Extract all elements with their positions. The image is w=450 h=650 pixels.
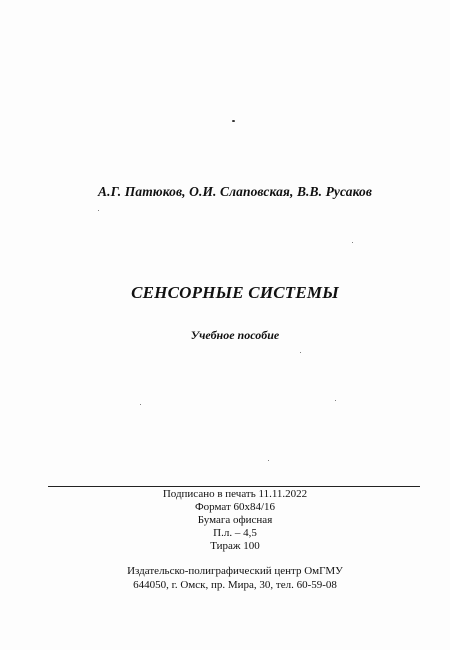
scan-speck bbox=[98, 210, 99, 211]
authors: А.Г. Патюков, О.И. Слаповская, В.В. Русаков bbox=[97, 184, 373, 199]
colophon bbox=[40, 488, 430, 553]
colophon-format: Формат 60х84/16 bbox=[194, 501, 276, 513]
colophon-sheets: П.л. – 4,5 bbox=[213, 527, 257, 539]
publisher-name: Издательско-полиграфический центр ОмГМУ bbox=[127, 565, 343, 577]
colophon-print-run: Тираж 100 bbox=[210, 540, 260, 552]
colophon-signed: Подписано в печать 11.11.2022 bbox=[162, 488, 308, 500]
publisher-block bbox=[40, 564, 430, 592]
scan-speck bbox=[300, 352, 301, 353]
scan-speck bbox=[335, 400, 336, 401]
divider-rule bbox=[48, 486, 420, 487]
colophon-paper: Бумага офисная bbox=[197, 514, 273, 526]
scan-speck bbox=[140, 404, 141, 405]
scan-speck bbox=[268, 460, 269, 461]
book-title: СЕНСОРНЫЕ СИСТЕМЫ bbox=[131, 283, 339, 302]
book-subtitle: Учебное пособие bbox=[190, 328, 280, 342]
publisher-address: 644050, г. Омск, пр. Мира, 30, тел. 60-59-08 bbox=[133, 579, 337, 591]
scan-speck bbox=[352, 242, 353, 243]
scan-speck bbox=[232, 120, 235, 122]
